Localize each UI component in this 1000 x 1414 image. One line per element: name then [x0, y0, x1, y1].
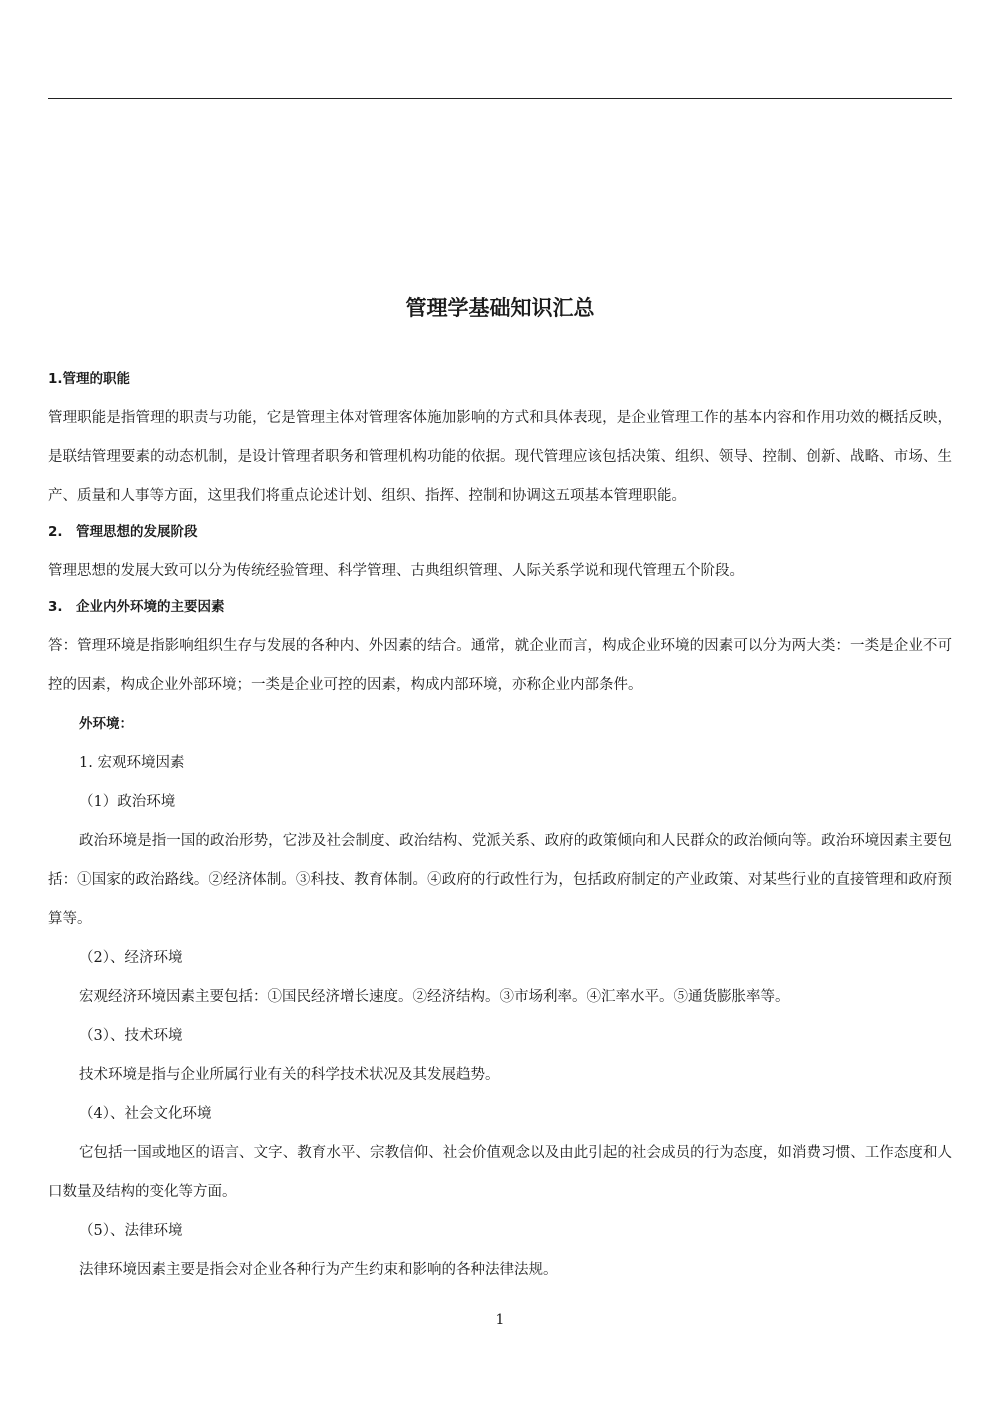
page-title: 管理学基础知识汇总: [405, 296, 595, 320]
legal-env-label: （5）、法律环境: [79, 1223, 183, 1239]
political-env-body: 政治环境是指一国的政治形势，它涉及社会制度、政治结构、党派关系、政府的政策倾向和人民群众的政治倾向等。政治环境因素主要包括：①国家的政治路线。②经济体制。③科技、教育体制。④政府的行政性行为，包括政府制定的产业政策、对某些行业的直接管理和政府预算等。: [48, 833, 952, 927]
section-body-3: 答：管理环境是指影响组织生存与发展的各种内、外因素的结合。通常，就企业而言，构成企业环境的因素可以分为两大类：一类是企业不可控的因素，构成企业外部环境；一类是企业可控的因素，构成内部环境，亦称企业内部条件。: [48, 638, 952, 693]
tech-env-body: 技术环境是指与企业所属行业有关的科学技术状况及其发展趋势。: [79, 1067, 500, 1083]
header-rule: [48, 98, 952, 99]
political-env-label: （1）政治环境: [79, 794, 176, 810]
macro-env-label: 1. 宏观环境因素: [79, 755, 185, 771]
economic-env-body: 宏观经济环境因素主要包括：①国民经济增长速度。②经济结构。③市场利率。④汇率水平。⑤通货膨胀率等。: [79, 989, 790, 1005]
page-number: 1: [495, 1312, 505, 1328]
social-env-body: 它包括一国或地区的语言、文字、教育水平、宗教信仰、社会价值观念以及由此引起的社会成员的行为态度，如消费习惯、工作态度和人口数量及结构的变化等方面。: [48, 1145, 952, 1200]
economic-env-label: （2）、经济环境: [79, 950, 183, 966]
section-body-2: 管理思想的发展大致可以分为传统经验管理、科学管理、古典组织管理、人际关系学说和现代管理五个阶段。: [48, 563, 744, 579]
tech-env-label: （3）、技术环境: [79, 1028, 183, 1044]
section-heading-2: 2. 管理思想的发展阶段: [48, 524, 198, 540]
section-heading-1: 1.管理的职能: [48, 371, 131, 387]
document-body: [48, 290, 952, 1290]
section-body-1: 管理职能是指管理的职责与功能，它是管理主体对管理客体施加影响的方式和具体表现，是企业管理工作的基本内容和作用功效的概括反映，是联结管理要素的动态机制，是设计管理者职务和管理机构功能的依据。现代管理应该包括决策、组织、领导、控制、创新、战略、市场、生产、质量和人事等方面，这里我们将重点论述计划、组织、指挥、控制和协调这五项基本管理职能。: [48, 410, 952, 504]
external-env-label: 外环境：: [79, 716, 133, 732]
social-env-label: （4）、社会文化环境: [79, 1106, 212, 1122]
legal-env-body: 法律环境因素主要是指会对企业各种行为产生约束和影响的各种法律法规。: [79, 1262, 558, 1278]
section-heading-3: 3. 企业内外环境的主要因素: [48, 599, 225, 615]
